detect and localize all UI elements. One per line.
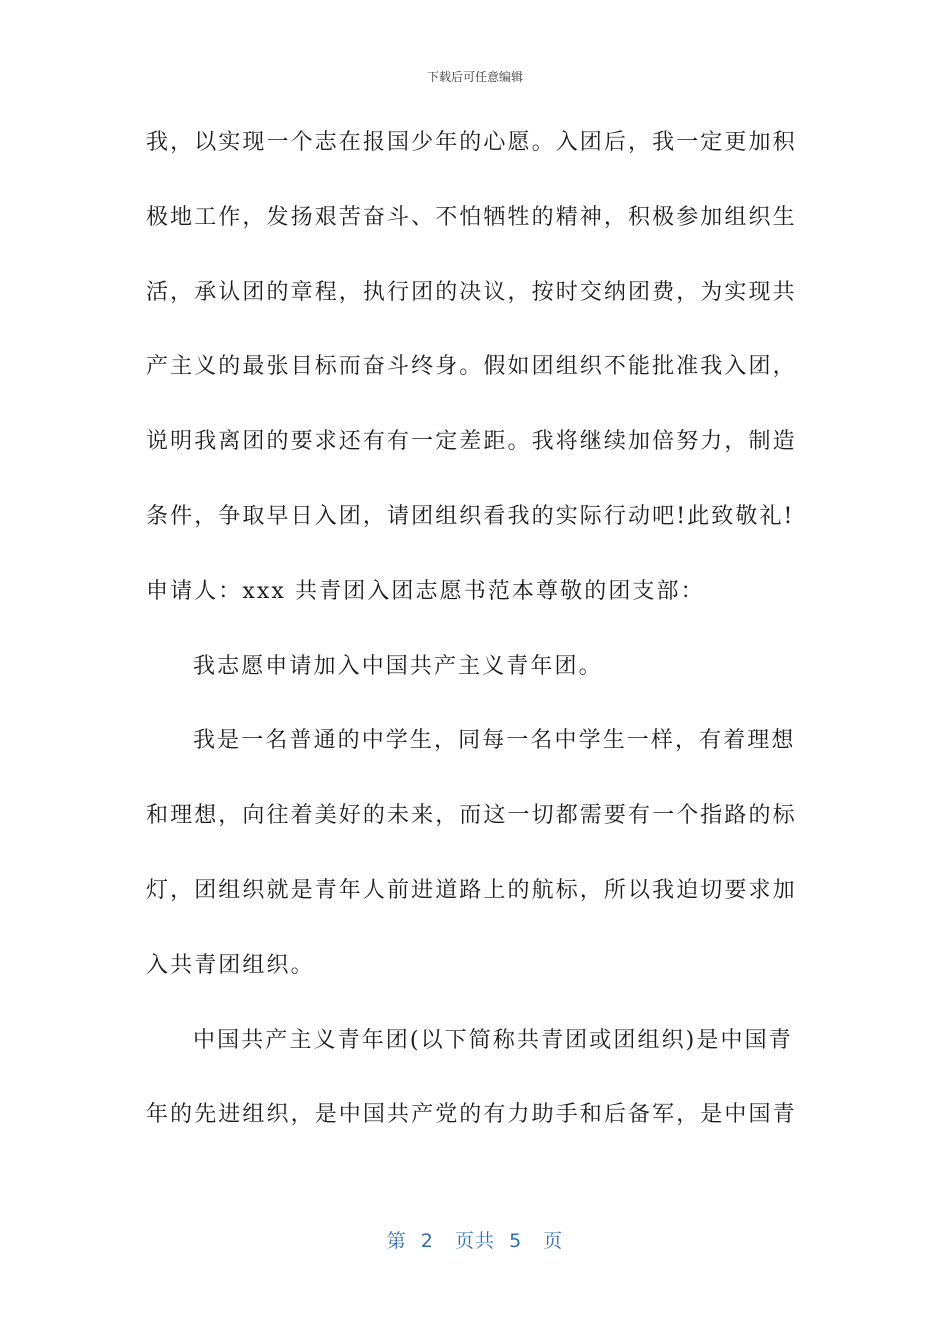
text-line: 说明我离团的要求还有有一定差距。我将继续加倍努力，制造 [146,429,797,455]
text-line: 年的先进组织，是中国共产党的有力助手和后备军，是中国青 [146,1102,797,1128]
text-line: 产主义的最张目标而奋斗终身。假如团组织不能批准我入团， [146,354,797,380]
page-header: 下载后可任意编辑 [426,70,523,84]
text-line: 我是一名普通的中学生，同每一名中学生一样，有着理想 [193,728,796,754]
text-line: 条件，争取早日入团，请团组织看我的实际行动吧!此致敬礼! [146,503,795,529]
text-line: 中国共产主义青年团(以下简称共青团或团组织)是中国青 [193,1027,793,1053]
text-line: 我志愿申请加入中国共产主义青年团。 [193,653,603,679]
page-number-footer: 第 2 页共 5 页 [386,1230,564,1252]
text-line: 申请人：xxx 共青团入团志愿书范本尊敬的团支部： [146,578,705,604]
text-line: 灯，团组织就是青年人前进道路上的航标，所以我迫切要求加 [146,877,797,903]
document-body [146,117,796,1164]
text-line: 和理想，向往着美好的未来，而这一切都需要有一个指路的标 [146,803,797,829]
text-line: 极地工作，发扬艰苦奋斗、不怕牺牲的精神，积极参加组织生 [146,204,797,230]
text-line: 我，以实现一个志在报国少年的心愿。入团后，我一定更加积 [146,130,797,155]
text-line: 活，承认团的章程，执行团的决议，按时交纳团费，为实现共 [146,279,797,305]
text-line: 入共青团组织。 [146,952,315,978]
